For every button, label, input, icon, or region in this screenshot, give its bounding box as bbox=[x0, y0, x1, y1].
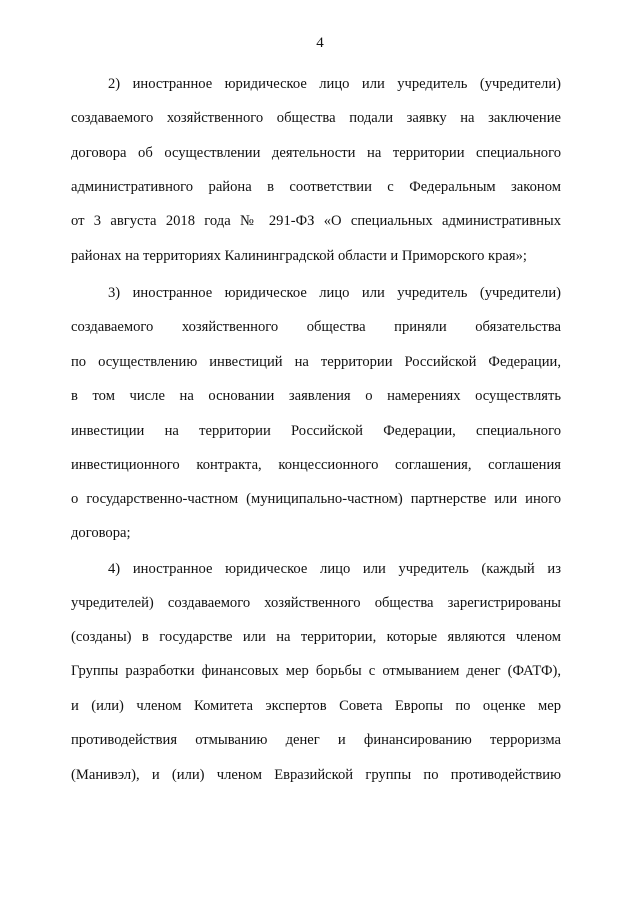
paragraph-2-line-4: административного района в соответствии с Федеральным законом bbox=[71, 179, 561, 195]
paragraph-2-line-3: договора об осуществлении деятельности на территории специального bbox=[71, 145, 561, 161]
paragraph-2-line-5: от 3 августа 2018 года № 291-ФЗ «О специальных административных bbox=[71, 213, 561, 229]
paragraph-3-line-8: договора; bbox=[71, 525, 131, 541]
paragraph-4-line-4: Группы разработки финансовых мер борьбы с отмыванием денег (ФАТФ), bbox=[71, 663, 561, 679]
paragraph-4-line-6: противодействия отмыванию денег и финансированию терроризма bbox=[71, 732, 561, 748]
paragraph-3-line-6: инвестиционного контракта, концессионного соглашения, соглашения bbox=[71, 457, 561, 473]
paragraph-4-line-3: (созданы) в государстве или на территории, которые являются членом bbox=[71, 629, 561, 645]
paragraph-3-line-4: в том числе на основании заявления о намерениях осуществлять bbox=[71, 388, 561, 404]
paragraph-4-line-7: (Манивэл), и (или) членом Евразийской группы по противодействию bbox=[71, 767, 561, 783]
paragraph-3-line-1: 3) иностранное юридическое лицо или учредитель (учредители) bbox=[108, 285, 561, 301]
paragraph-2-line-6: районах на территориях Калининградской области и Приморского края»; bbox=[71, 248, 527, 264]
paragraph-3-line-2: создаваемого хозяйственного общества приняли обязательства bbox=[71, 319, 561, 335]
paragraph-2-line-1: 2) иностранное юридическое лицо или учредитель (учредители) bbox=[108, 76, 561, 92]
paragraph-4-line-2: учредителей) создаваемого хозяйственного общества зарегистрированы bbox=[71, 595, 561, 611]
paragraph-4-line-5: и (или) членом Комитета экспертов Совета Европы по оценке мер bbox=[71, 698, 561, 714]
paragraph-3-line-5: инвестиции на территории Российской Федерации, специального bbox=[71, 423, 561, 439]
paragraph-3-line-7: о государственно-частном (муниципально-частном) партнерстве или иного bbox=[71, 491, 561, 507]
paragraph-2-line-2: создаваемого хозяйственного общества подали заявку на заключение bbox=[71, 110, 561, 126]
paragraph-4-line-1: 4) иностранное юридическое лицо или учредитель (каждый из bbox=[108, 561, 561, 577]
paragraph-3-line-3: по осуществлению инвестиций на территории Российской Федерации, bbox=[71, 354, 561, 370]
page-number: 4 bbox=[316, 35, 324, 51]
